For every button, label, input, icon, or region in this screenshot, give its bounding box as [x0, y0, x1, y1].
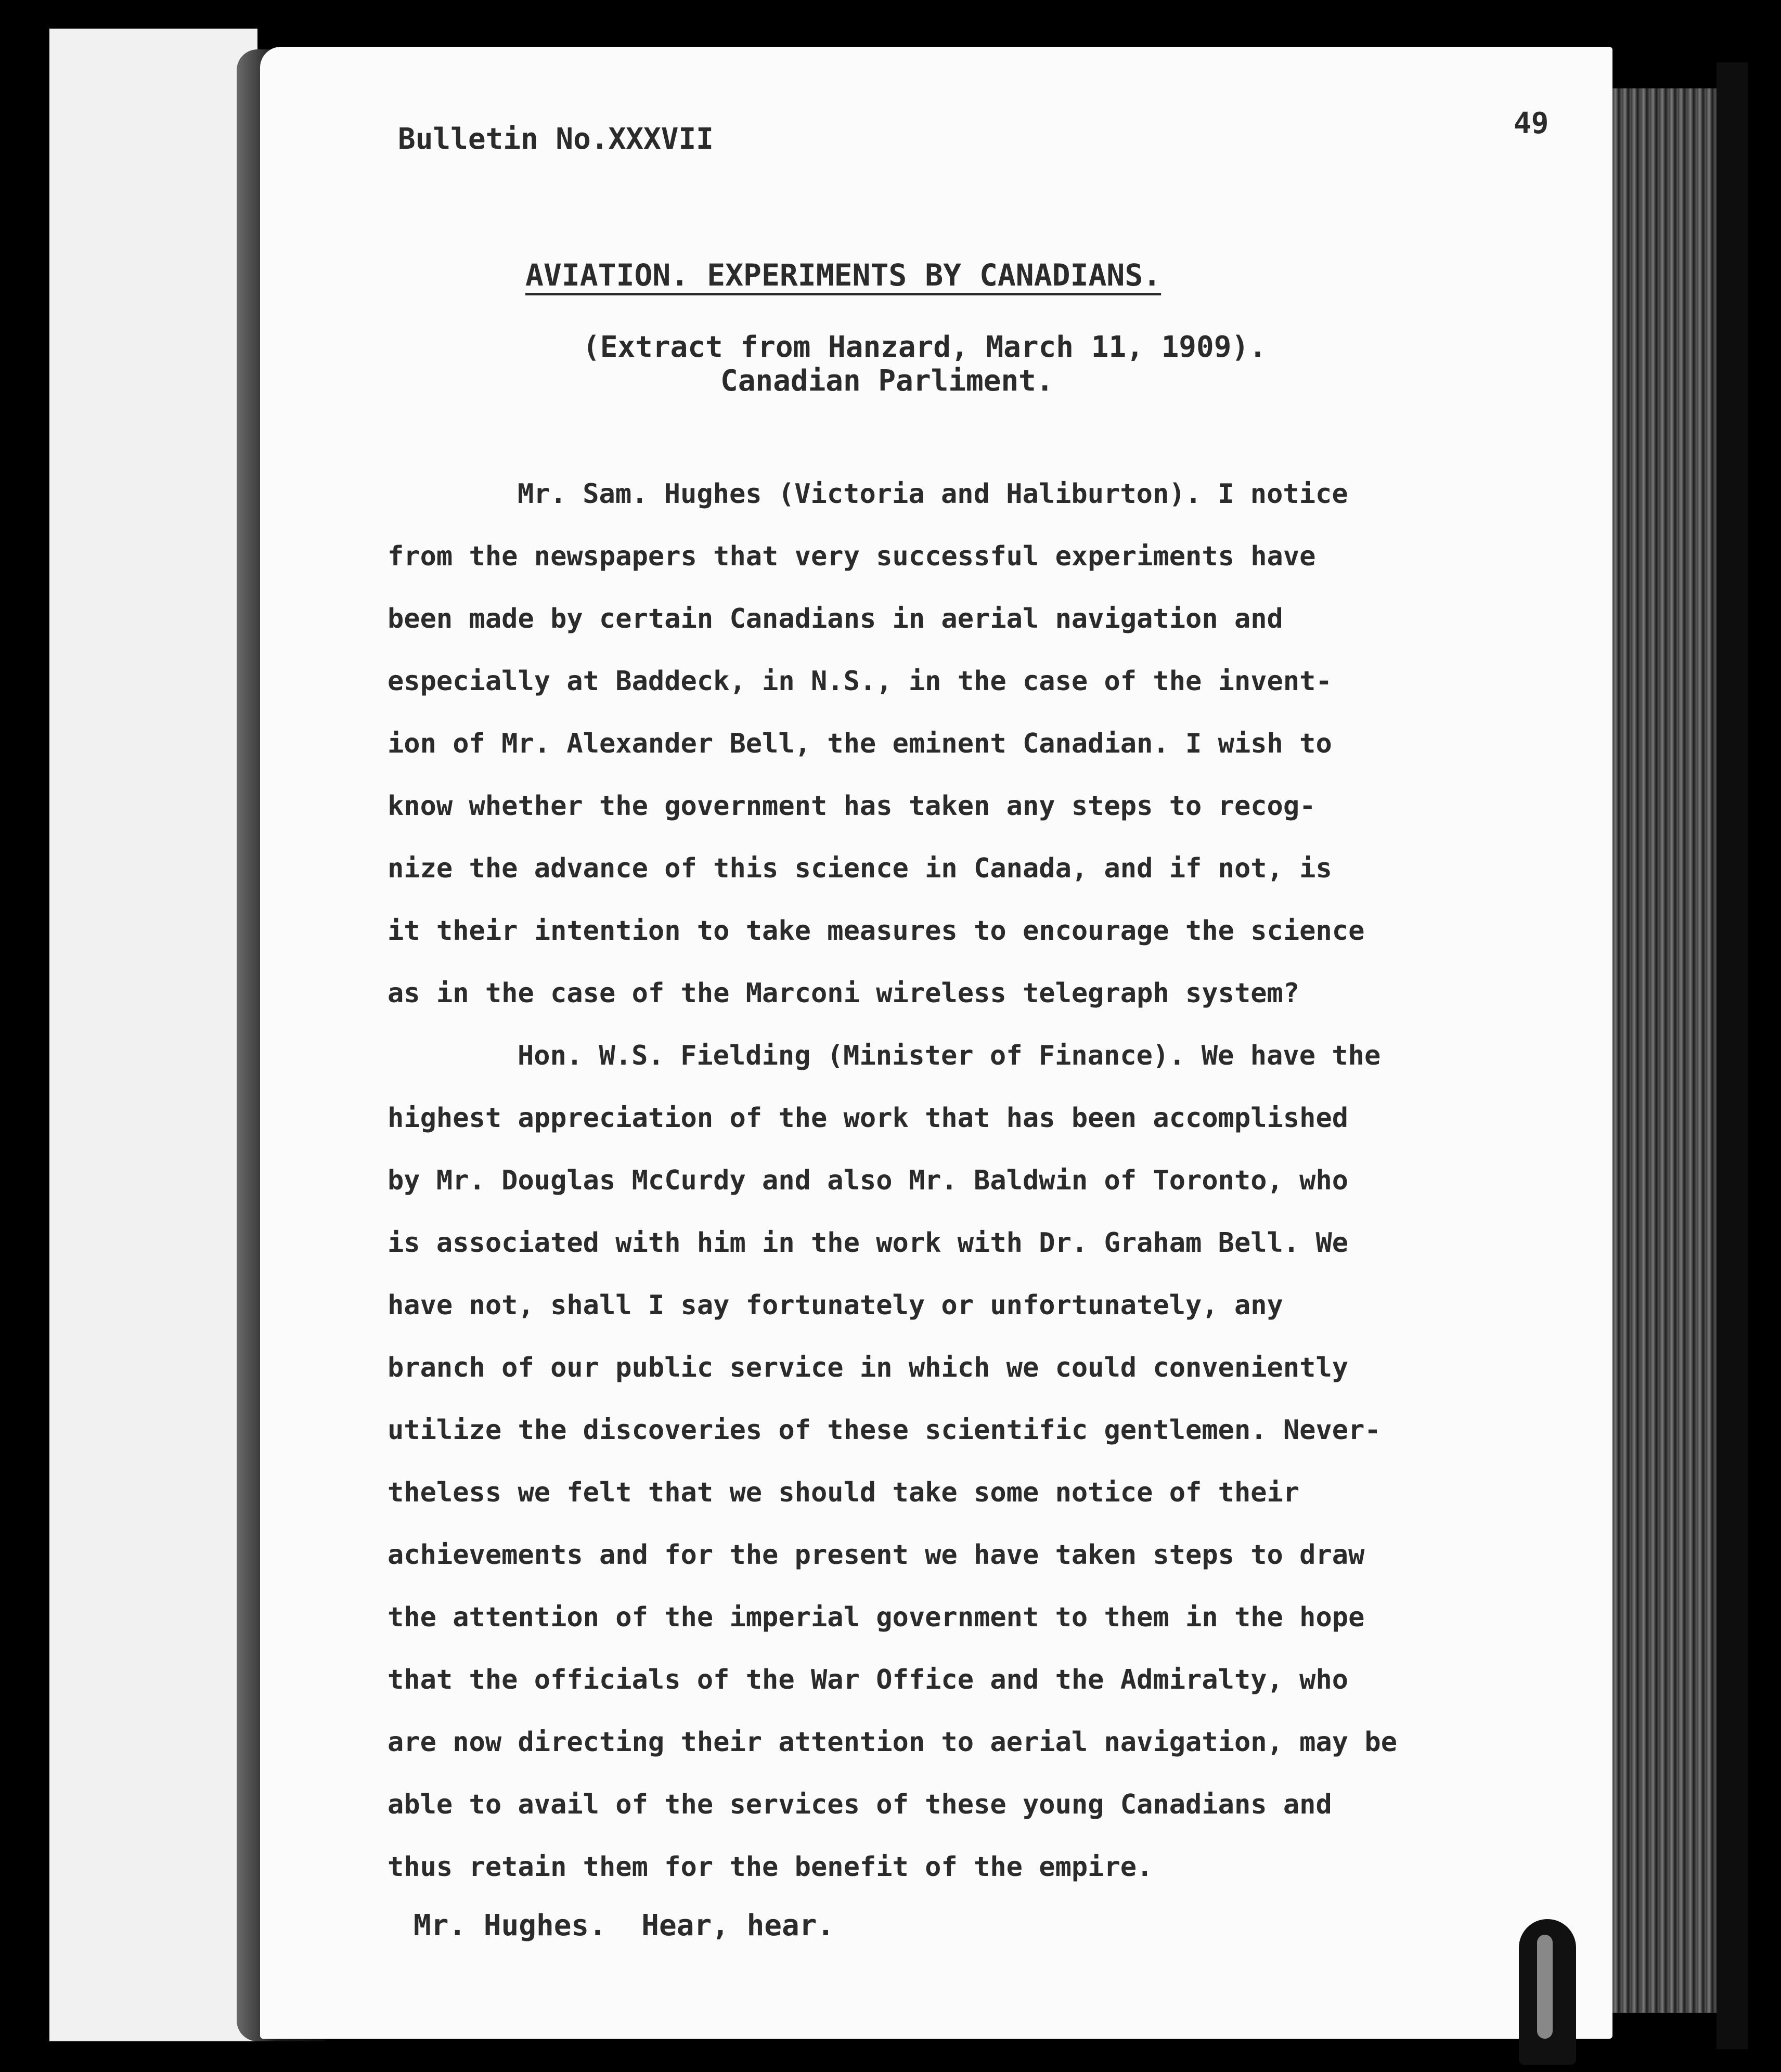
body-line: it their intention to take measures to encourage the science — [388, 915, 1365, 947]
body-line: highest appreciation of the work that has been accomplished — [388, 1103, 1349, 1134]
body-line: are now directing their attention to aerial navigation, may be — [388, 1727, 1398, 1758]
bookmark-tab-highlight — [1537, 1935, 1553, 2039]
body-line: by Mr. Douglas McCurdy and also Mr. Baldwin of Toronto, who — [388, 1165, 1349, 1196]
body-line: as in the case of the Marconi wireless telegraph system? — [388, 978, 1300, 1009]
body-line: ion of Mr. Alexander Bell, the eminent Canadian. I wish to — [388, 728, 1332, 759]
body-line: from the newspapers that very successful experiments have — [388, 541, 1316, 572]
bulletin-header: Bulletin No.XXXVII — [398, 122, 714, 156]
body-line: branch of our public service in which we could conveniently — [388, 1352, 1349, 1383]
document-body — [388, 463, 1594, 1898]
body-line: Mr. Sam. Hughes (Victoria and Haliburton). I notice — [518, 478, 1348, 510]
body-line: is associated with him in the work with Dr. Graham Bell. We — [388, 1227, 1349, 1259]
body-line: the attention of the imperial government to them in the hope — [388, 1602, 1365, 1633]
body-line: been made by certain Canadians in aerial navigation and — [388, 603, 1283, 634]
body-line: achievements and for the present we have taken steps to draw — [388, 1539, 1365, 1571]
body-line: nize the advance of this science in Canada, and if not, is — [388, 853, 1332, 884]
book-page-edges — [1612, 88, 1717, 2013]
body-line: know whether the government has taken any steps to recog- — [388, 791, 1316, 822]
left-facing-page — [49, 29, 257, 2041]
document-subtitle-parliament: Canadian Parliment. — [720, 364, 1054, 398]
page-number: 49 — [1514, 107, 1549, 140]
book-edge-shadow — [1717, 62, 1748, 2049]
body-line: have not, shall I say fortunately or unfortunately, any — [388, 1290, 1283, 1321]
body-line: that the officials of the War Office and the Admiralty, who — [388, 1664, 1349, 1695]
closing-line: Mr. Hughes. Hear, hear. — [414, 1909, 835, 1942]
body-line: theless we felt that we should take some notice of their — [388, 1477, 1300, 1508]
body-line: especially at Baddeck, in N.S., in the case of the invent- — [388, 666, 1332, 697]
body-line: utilize the discoveries of these scientific gentlemen. Never- — [388, 1415, 1381, 1446]
body-line: thus retain them for the benefit of the empire. — [388, 1851, 1153, 1883]
document-title: AVIATION. EXPERIMENTS BY CANADIANS. — [525, 257, 1161, 293]
body-line: Hon. W.S. Fielding (Minister of Finance). We have the — [518, 1040, 1381, 1071]
document-subtitle-source: (Extract from Hanzard, March 11, 1909). — [583, 330, 1267, 364]
body-line: able to avail of the services of these young Canadians and — [388, 1789, 1332, 1820]
